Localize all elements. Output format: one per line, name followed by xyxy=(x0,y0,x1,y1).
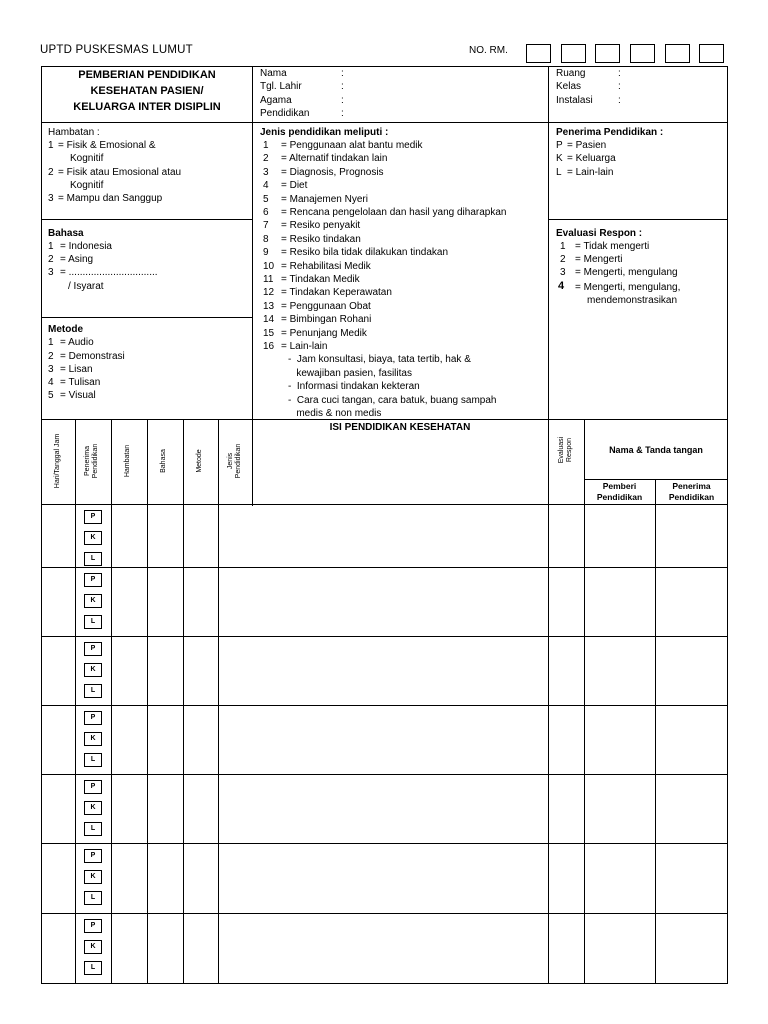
legend-text: = Penggunaan Obat xyxy=(281,300,371,312)
table-row-line xyxy=(41,705,728,706)
field-sep: : xyxy=(341,81,344,92)
legend-text: = Lain-lain xyxy=(567,167,614,178)
legend-subitem: - Cara cuci tangan, cara batuk, buang sampah xyxy=(288,394,497,406)
legend-num: 4 xyxy=(263,180,269,192)
section-heading: Bahasa xyxy=(48,228,84,239)
legend-text: mendemonstrasikan xyxy=(587,295,678,306)
legend-text: = Asing xyxy=(60,254,94,265)
legend-text: = Mengerti, mengulang xyxy=(575,267,678,278)
recipient-checkbox-p[interactable]: P xyxy=(84,849,102,863)
legend-num: 3 xyxy=(48,193,54,204)
legend-text: = Manajemen Nyeri xyxy=(281,193,368,205)
legend-num: 13 xyxy=(263,300,275,312)
legend-num: 1 xyxy=(48,337,54,348)
recipient-checkbox-k[interactable]: K xyxy=(84,663,102,677)
col-header-penerima-ttd: Penerima Pendidikan xyxy=(668,481,715,502)
legend-text: = Diet xyxy=(281,180,308,192)
legend-text: = Penunjang Medik xyxy=(281,327,367,339)
divider xyxy=(41,122,728,123)
legend-text: = Fisik & Emosional & xyxy=(58,140,156,151)
table-row-line xyxy=(41,913,728,914)
title-line: PEMBERIAN PENDIDIKAN xyxy=(78,69,216,81)
field-sep: : xyxy=(618,95,621,106)
legend-text: = Rencana pengelolaan dan hasil yang diharapkan xyxy=(281,207,507,218)
field-sep: : xyxy=(618,68,621,79)
legend-text: / Isyarat xyxy=(68,281,104,292)
legend-text: = Visual xyxy=(60,390,96,401)
legend-text: = Pasien xyxy=(567,140,607,151)
legend-text: = Keluarga xyxy=(567,153,616,164)
field-label: Agama xyxy=(260,95,292,106)
legend-num: 2 xyxy=(48,351,54,362)
legend-text: = Fisik atau Emosional atau xyxy=(58,167,182,178)
legend-num: 2 xyxy=(48,167,54,178)
legend-num: 4 xyxy=(558,280,565,292)
legend-text: = Diagnosis, Prognosis xyxy=(281,166,384,178)
legend-text: = Alternatif tindakan lain xyxy=(281,153,388,165)
legend-text: = Tulisan xyxy=(60,377,101,388)
legend-subitem: - Jam konsultasi, biaya, tata tertib, hak & xyxy=(288,354,471,366)
legend-text: Kognitif xyxy=(70,153,104,164)
col-header-isi: ISI PENDIDIKAN KESEHATAN xyxy=(329,422,471,433)
recipient-checkbox-k[interactable]: K xyxy=(84,732,102,746)
section-heading: Penerima Pendidikan : xyxy=(556,127,664,138)
field-label: Ruang xyxy=(556,68,586,79)
rm-digit-box[interactable] xyxy=(526,44,551,63)
section-heading: Hambatan : xyxy=(48,127,100,138)
legend-num: K xyxy=(556,153,563,164)
table-row-line xyxy=(41,567,728,568)
recipient-checkbox-l[interactable]: L xyxy=(84,891,102,905)
recipient-checkbox-p[interactable]: P xyxy=(84,711,102,725)
legend-text: = Penggunaan alat bantu medik xyxy=(281,140,423,151)
legend-num: 5 xyxy=(263,193,269,205)
col-header-bahasa: Bahasa xyxy=(160,449,167,473)
legend-text: = Audio xyxy=(60,337,94,348)
legend-num: 16 xyxy=(263,341,275,352)
rm-label: NO. RM. xyxy=(469,45,508,56)
legend-num: 1 xyxy=(263,140,269,151)
table-col-line xyxy=(655,479,656,984)
legend-num: 6 xyxy=(263,207,269,218)
rm-digit-box[interactable] xyxy=(630,44,655,63)
legend-text: = Lisan xyxy=(60,364,93,375)
recipient-checkbox-l[interactable]: L xyxy=(84,552,102,566)
legend-num: 2 xyxy=(48,254,54,265)
legend-subitem: medis & non medis xyxy=(288,408,382,419)
rm-digit-box[interactable] xyxy=(665,44,690,63)
legend-num: 3 xyxy=(48,267,54,278)
field-label: Tgl. Lahir xyxy=(260,81,302,92)
divider xyxy=(548,66,549,984)
divider xyxy=(252,66,253,506)
form-title xyxy=(44,67,250,115)
legend-num: 12 xyxy=(263,287,275,299)
legend-num: 3 xyxy=(560,267,566,278)
legend-subitem: kewajiban pasien, fasilitas xyxy=(288,367,412,379)
legend-num: 11 xyxy=(263,274,274,285)
legend-text: = Tindakan Keperawatan xyxy=(281,287,392,299)
col-header-jenis: Jenis Pendidikan xyxy=(227,443,242,479)
recipient-checkbox-l[interactable]: L xyxy=(84,753,102,767)
legend-num: 3 xyxy=(48,364,54,375)
table-row-line xyxy=(41,636,728,637)
legend-text: = Resiko tindakan xyxy=(281,233,361,245)
recipient-checkbox-p[interactable]: P xyxy=(84,780,102,794)
field-sep: : xyxy=(341,68,344,79)
legend-subitem: - Informasi tindakan kekteran xyxy=(288,381,420,393)
legend-text: = ................................ xyxy=(60,267,158,278)
legend-num: 3 xyxy=(263,166,269,178)
field-sep: : xyxy=(618,81,621,92)
legend-text: = Mengerti xyxy=(575,254,623,265)
legend-text: = Rehabilitasi Medik xyxy=(281,260,371,272)
recipient-checkbox-l[interactable]: L xyxy=(84,961,102,975)
legend-num: 10 xyxy=(263,260,275,272)
legend-num: 5 xyxy=(48,390,54,401)
legend-num: 2 xyxy=(263,153,269,165)
legend-num: 8 xyxy=(263,233,269,245)
recipient-checkbox-l[interactable]: L xyxy=(84,822,102,836)
institution-name: UPTD PUSKESMAS LUMUT xyxy=(40,44,193,56)
divider xyxy=(548,219,728,220)
legend-text: = Tindakan Medik xyxy=(281,274,360,285)
field-label: Kelas xyxy=(556,81,582,92)
divider xyxy=(41,317,252,318)
recipient-checkbox-p[interactable]: P xyxy=(84,642,102,656)
legend-num: 4 xyxy=(48,377,54,388)
col-header-penerima: Penerima Pendidikan xyxy=(84,443,99,479)
field-label: Nama xyxy=(260,68,287,79)
recipient-checkbox-p[interactable]: P xyxy=(84,919,102,933)
field-sep: : xyxy=(341,95,344,106)
recipient-checkbox-p[interactable]: P xyxy=(84,510,102,524)
legend-num: L xyxy=(556,167,562,178)
legend-text: = Indonesia xyxy=(60,241,112,252)
legend-num: 2 xyxy=(560,254,566,265)
legend-text: = Mengerti, mengulang, xyxy=(575,282,681,293)
rm-digit-box[interactable] xyxy=(699,44,724,63)
legend-text: Kognitif xyxy=(70,180,104,191)
section-heading: Evaluasi Respon : xyxy=(556,228,643,239)
recipient-checkbox-k[interactable]: K xyxy=(84,531,102,545)
table-row-line xyxy=(41,774,728,775)
rm-digit-box[interactable] xyxy=(595,44,620,63)
table-header-bottom xyxy=(41,504,728,505)
recipient-checkbox-k[interactable]: K xyxy=(84,801,102,815)
col-header-nama-ttd: Nama & Tanda tangan xyxy=(609,445,703,455)
legend-num: P xyxy=(556,140,563,151)
field-sep: : xyxy=(341,108,344,119)
divider xyxy=(41,419,728,420)
legend-num: 1 xyxy=(48,140,54,151)
col-header-evaluasi: Evaluasi Respon xyxy=(558,436,573,464)
col-header-metode: Metode xyxy=(196,449,203,473)
legend-num: 15 xyxy=(263,327,275,339)
legend-num: 9 xyxy=(263,247,269,259)
legend-num: 14 xyxy=(263,314,275,326)
legend-text: = Demonstrasi xyxy=(60,351,125,362)
legend-num: 1 xyxy=(48,241,54,252)
divider xyxy=(41,219,252,220)
legend-text: = Lain-lain xyxy=(281,341,328,352)
legend-text: = Tidak mengerti xyxy=(575,241,650,252)
legend-text: = Mampu dan Sanggup xyxy=(58,193,163,204)
legend-text: = Resiko bila tidak dilakukan tindakan xyxy=(281,247,449,259)
divider xyxy=(584,479,728,480)
recipient-checkbox-p[interactable]: P xyxy=(84,573,102,587)
recipient-checkbox-k[interactable]: K xyxy=(84,870,102,884)
recipient-checkbox-l[interactable]: L xyxy=(84,615,102,629)
field-label: Instalasi xyxy=(556,95,593,106)
legend-text: = Resiko penyakit xyxy=(281,220,361,232)
col-header-hambatan: Hambatan xyxy=(124,444,131,478)
field-label: Pendidikan xyxy=(260,108,310,119)
col-header-pemberi: Pemberi Pendidikan xyxy=(596,481,643,502)
legend-text: = Bimbingan Rohani xyxy=(281,314,372,326)
table-row-line xyxy=(41,843,728,844)
section-heading: Jenis pendidikan meliputi : xyxy=(260,127,389,138)
rm-digit-box[interactable] xyxy=(561,44,586,63)
recipient-checkbox-k[interactable]: K xyxy=(84,594,102,608)
col-header-hari: Hari/Tanggal Jam xyxy=(54,433,61,489)
title-line: KESEHATAN PASIEN/ xyxy=(90,85,204,97)
title-line: KELUARGA INTER DISIPLIN xyxy=(73,101,221,113)
legend-num: 7 xyxy=(263,220,269,232)
section-heading: Metode xyxy=(48,324,83,335)
recipient-checkbox-l[interactable]: L xyxy=(84,684,102,698)
legend-num: 1 xyxy=(560,241,566,252)
recipient-checkbox-k[interactable]: K xyxy=(84,940,102,954)
